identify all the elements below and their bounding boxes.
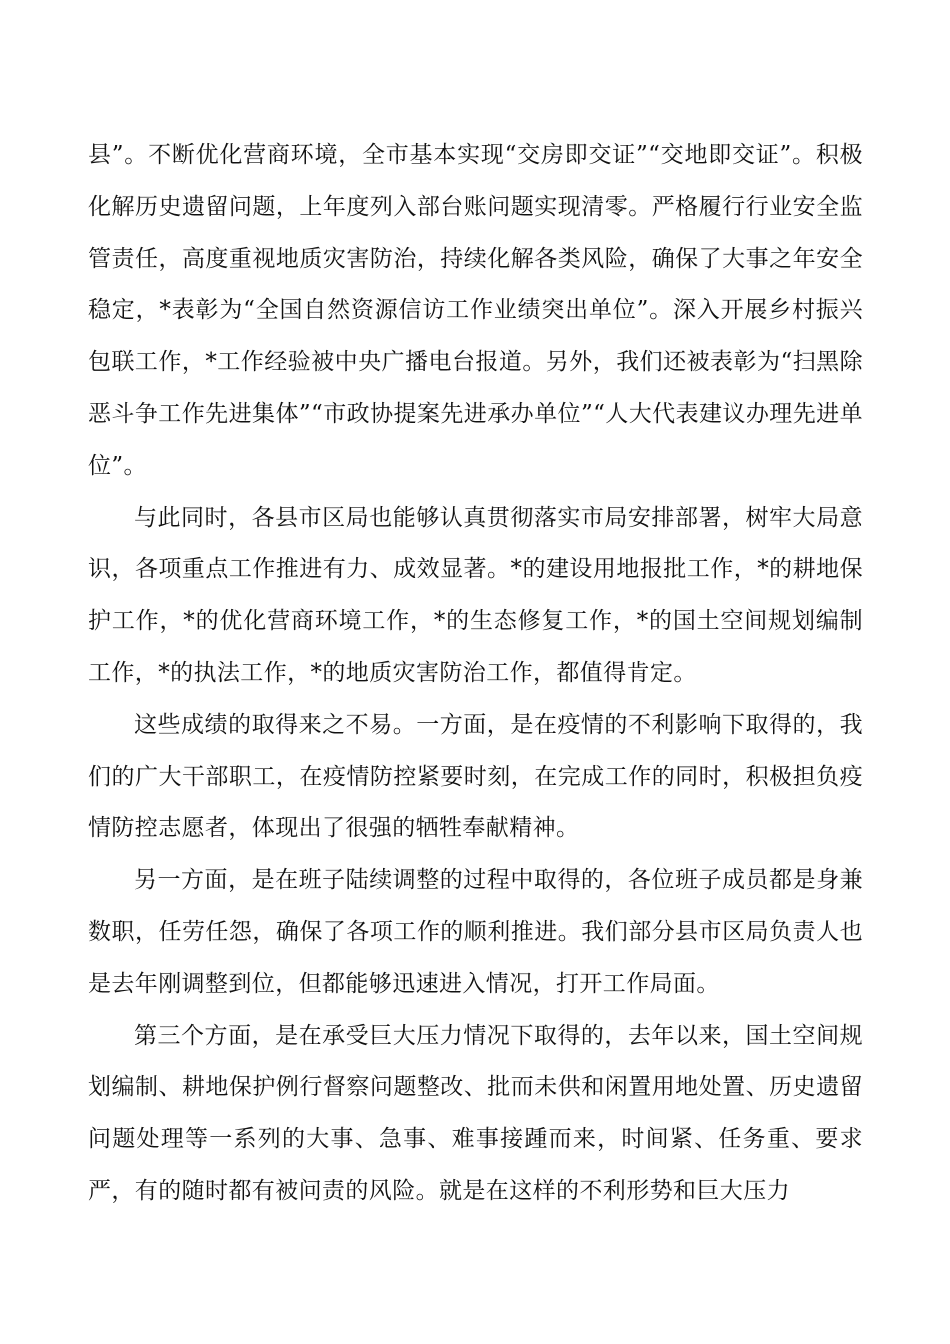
paragraph-1: 县”。不断优化营商环境，全市基本实现“交房即交证”“交地即交证”。积极化解历史遗留问题，上年度列入部台账问题实现清零。严格履行行业安全监管责任，高度重视地质灾害防治，持续化解各类风险，确保了大事之年安全稳定，*表彰为“全国自然资源信访工作业绩突出单位”。深入开展乡村振兴包联工作，*工作经验被中央广播电台报道。另外，我们还被表彰为“扫黑除恶斗争工作先进集体”“市政协提案先进承办单位”“人大代表建议办理先进单位”。	[88, 142, 863, 479]
paragraph-2: 与此同时，各县市区局也能够认真贯彻落实市局安排部署，树牢大局意识，各项重点工作推进有力、成效显著。*的建设用地报批工作，*的耕地保护工作，*的优化营商环境工作，*的生态修复工作，*的国土空间规划编制工作，*的执法工作，*的地质灾害防治工作，都值得肯定。	[88, 504, 863, 686]
paragraph-3: 这些成绩的取得来之不易。一方面，是在疫情的不利影响下取得的，我们的广大干部职工，在疫情防控紧要时刻，在完成工作的同时，积极担负疫情防控志愿者，体现出了很强的牺牲奉献精神。	[88, 711, 863, 842]
paragraph-5: 第三个方面，是在承受巨大压力情况下取得的，去年以来，国土空间规划编制、耕地保护例行督察问题整改、批而未供和闲置用地处置、历史遗留问题处理等一系列的大事、急事、难事接踵而来，时间紧、任务重、要求严，有的随时都有被问责的风险。就是在这样的不利形势和巨大压力	[88, 1022, 863, 1204]
document-body	[88, 130, 863, 1218]
paragraph-4: 另一方面，是在班子陆续调整的过程中取得的，各位班子成员都是身兼数职，任劳任怨，确保了各项工作的顺利推进。我们部分县市区局负责人也是去年刚调整到位，但都能够迅速进入情况，打开工作局面。	[88, 867, 863, 997]
